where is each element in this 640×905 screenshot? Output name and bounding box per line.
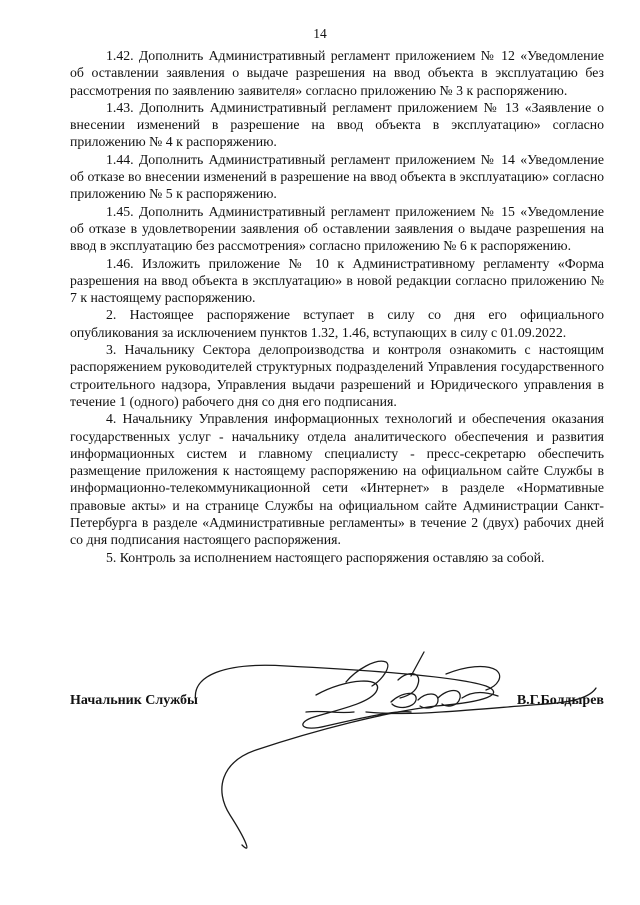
paragraph-2: 2. Настоящее распоряжение вступает в силу со дня его официального опубликования за исключением пунктов 1.32, 1.46, вступающих в силу с 01.09.2022. bbox=[70, 307, 604, 340]
paragraph-1-44: 1.44. Дополнить Административный регламент приложением № 14 «Уведомление об отказе во внесении изменений в разрешение на ввод объекта в эксплуатацию» согласно приложению № 5 к распоряжению. bbox=[70, 151, 604, 202]
document-body bbox=[70, 47, 604, 566]
paragraph-3: 3. Начальнику Сектора делопроизводства и контроля ознакомить с настоящим распоряжением руководителей структурных подразделений Управления государственного строительного надзора, Управления выдачи разрешений и Юридического управления в течение 1 (одного) рабочего дня со дня его подписания. bbox=[70, 342, 604, 409]
handwritten-signature bbox=[186, 640, 606, 870]
paragraph-4: 4. Начальнику Управления информационных технологий и обеспечения оказания государственных услуг - начальнику отдела аналитического обеспечения и развития информационных систем и главному специалисту - пресс-секретарю обеспечить размещение приложения к настоящему распоряжению на официальном сайте Службы в информационно-телекоммуникационной сети «Интернет» в разделе «Нормативные правовые акты» и на странице Службы на официальном сайте Администрации Санкт-Петербурга в разделе «Административные регламенты» в течение 2 (двух) рабочих дней со дня подписания настоящего распоряжения. bbox=[70, 411, 604, 548]
paragraph-1-45: 1.45. Дополнить Административный регламент приложением № 15 «Уведомление об отказе в удовлетворении заявления об оставлении заявления о выдаче разрешения на ввод в эксплуатацию без рассмотрения» согласно приложению № 6 к распоряжению. bbox=[70, 203, 604, 254]
page-number: 14 bbox=[313, 26, 327, 41]
paragraph-1-42: 1.42. Дополнить Административный регламент приложением № 12 «Уведомление об оставлении заявления о выдаче разрешения на ввод объекта в эксплуатацию без рассмотрения по заявлению заявителя» согласно приложению № 3 к распоряжению. bbox=[70, 48, 604, 98]
paragraph-5: 5. Контроль за исполнением настоящего распоряжения оставляю за собой. bbox=[106, 549, 545, 565]
paragraph-1-46: 1.46. Изложить приложение № 10 к Административному регламенту «Форма разрешения на ввод объекта в эксплуатацию» в новой редакции согласно приложению № 7 к настоящему распоряжению. bbox=[70, 255, 604, 306]
paragraph-1-43: 1.43. Дополнить Административный регламент приложением № 13 «Заявление о внесении изменений в разрешение на ввод объекта в эксплуатацию» согласно приложению № 4 к распоряжению. bbox=[70, 99, 604, 150]
signer-name: В.Г.Болдырев bbox=[516, 693, 604, 708]
signer-position: Начальник Службы bbox=[70, 693, 198, 708]
